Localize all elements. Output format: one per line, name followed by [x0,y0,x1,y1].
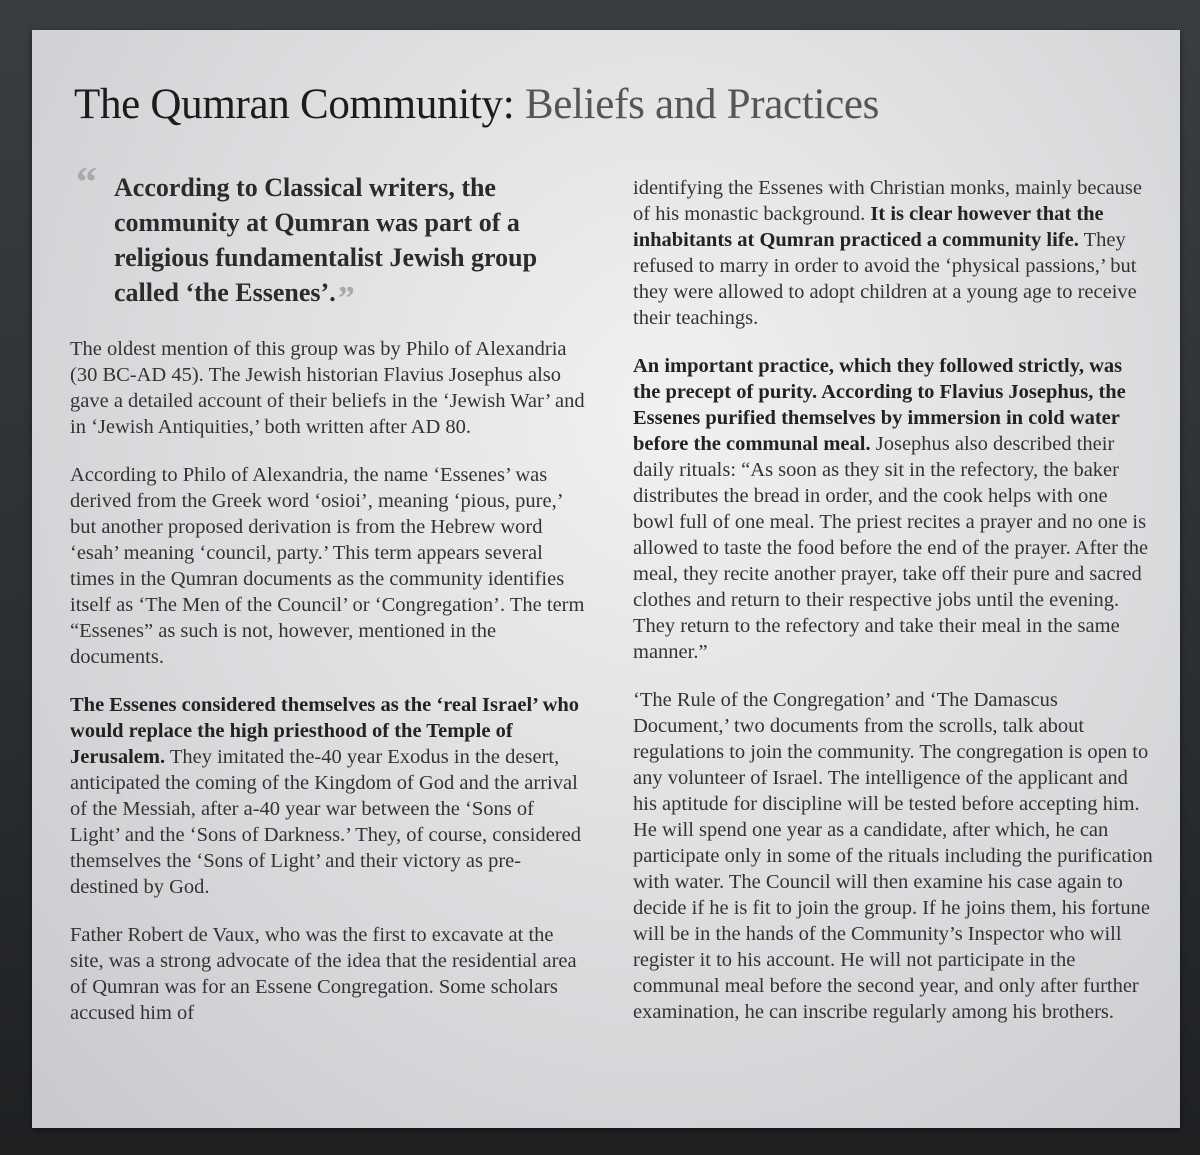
right-paragraph-2-bold: An important practice, which they followed strictly, was the precept of purity. According to Flavius Josephus, the Essenes purified themselves by immersion in cold water before the communal meal. [633,355,1126,455]
exhibit-panel [32,30,1180,1128]
right-paragraph-2-rest: Josephus also described their daily rituals: “As soon as they sit in the refectory, the baker distributes the bread in order, and the cook helps with one bowl full of one meal. The priest recites a prayer and no one is allowed to taste the food before the end of the prayer. After the meal, they recite another prayer, take off their pure and sacred clothes and return to their respective jobs until the evening. They return to the refectory and take their meal in the same manner.” [633,433,1149,663]
panel-title [74,80,879,129]
left-paragraph-3-rest: They imitated the-40 year Exodus in the desert, anticipated the coming of the Kingdom of God and the arrival of the Messiah, after a-40 year war between the ‘Sons of Light’ and the ‘Sons of Darkness.’ They, of course, considered themselves the ‘Sons of Light’ and their victory as pre-destined by God. [70,746,582,898]
open-quote-mark: “ [76,160,97,206]
right-column [633,175,1153,1047]
right-paragraph-3: ‘The Rule of the Congregation’ and ‘The Damascus Document,’ two documents from the scrolls, talk about regulations to join the community. The congregation is open to any volunteer of Israel. The intelligence of the applicant and his aptitude for discipline will be tested before accepting him. He will spend one year as a candidate, after which, he can participate only in some of the rituals including the purification with water. The Council will then examine his case again to decide if he is fit to join the group. If he joins them, his fortune will be in the hands of the Community’s Inspector who will register it to his account. He will not participate in the communal meal before the second year, and only after further examination, he can inscribe regularly among his brothers. [633,689,1153,1023]
pull-quote [70,160,588,317]
panel-title-main: The Qumran Community: [74,81,525,128]
right-paragraph-1-bold: It is clear however that the inhabitants at Qumran practiced a community life. [633,203,1104,251]
right-paragraph-2 [633,353,1153,665]
left-paragraph-3-bold: The Essenes considered themselves as the ‘real Israel’ who would replace the high priesthood of the Temple of Jerusalem. [70,694,580,768]
left-paragraph-3 [70,692,588,900]
right-paragraph-1 [633,175,1153,331]
right-paragraph-1-start: identifying the Essenes with Christian monks, mainly because of his monastic background. [633,177,1142,225]
panel-title-sub: Beliefs and Practices [524,81,880,128]
left-paragraph-1: The oldest mention of this group was by Philo of Alexandria (30 BC-AD 45). The Jewish historian Flavius Josephus also gave a detailed account of their beliefs in the ‘Jewish War’ and in ‘Jewish Antiquities,’ both written after AD 80. [70,338,585,438]
close-quote-mark: ” [337,280,355,317]
left-column [70,160,588,1048]
right-paragraph-1-rest: They refused to marry in order to avoid the ‘physical passions,’ but they were allowed to adopt children at a young age to receive their teachings. [633,229,1137,329]
left-paragraph-4: Father Robert de Vaux, who was the first to excavate at the site, was a strong advocate of the idea that the residential area of Qumran was for an Essene Congregation. Some scholars accused him of [70,924,577,1024]
left-paragraph-2: According to Philo of Alexandria, the name ‘Essenes’ was derived from the Greek word ‘osioi’, meaning ‘pious, pure,’ but another proposed derivation is from the Hebrew word ‘esah’ meaning ‘council, party.’ This term appears several times in the Qumran documents as the community identifies itself as ‘The Men of the Council’ or ‘Congregation’. The term “Essenes” as such is not, however, mentioned in the documents. [70,464,585,668]
pull-quote-text: According to Classical writers, the community at Qumran was part of a religious fundamentalist Jewish group called ‘the Essenes’. [114,173,538,307]
